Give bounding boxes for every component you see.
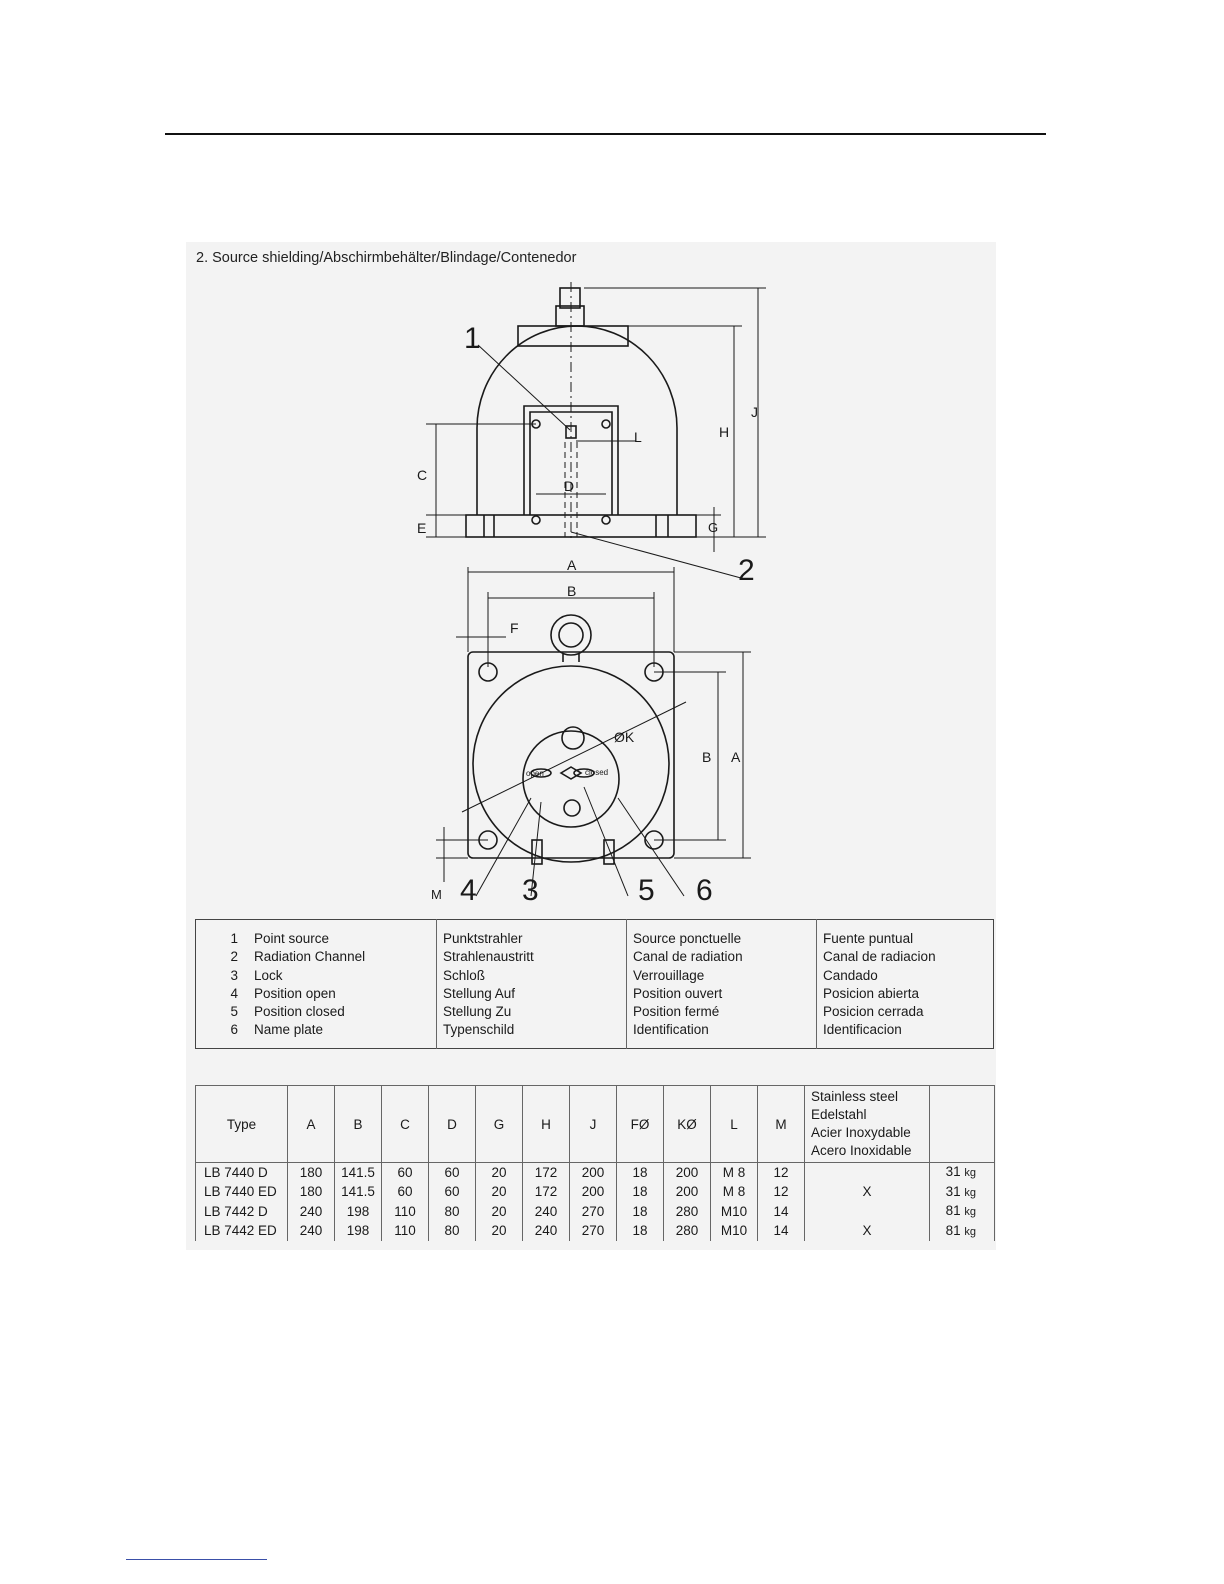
header-m: M — [758, 1086, 805, 1163]
value-cell: 141.5 — [335, 1163, 382, 1183]
legend-item: Posicion cerrada — [823, 1004, 924, 1020]
value-cell: 172 — [523, 1183, 570, 1203]
weight-value: 31 — [945, 1183, 961, 1199]
legend-spanish — [817, 920, 994, 1049]
value-cell: 14 — [758, 1222, 805, 1242]
steel-label-en: Stainless steel — [811, 1089, 899, 1104]
callout-2: 2 — [738, 554, 755, 587]
header-type: Type — [196, 1086, 288, 1163]
value-cell: 12 — [758, 1163, 805, 1183]
technical-drawing — [186, 242, 996, 912]
dim-label-b-top: B — [567, 583, 577, 599]
legend-item: Radiation Channel — [254, 949, 366, 965]
header-l: L — [711, 1086, 758, 1163]
legend-item: Verrouillage — [633, 967, 705, 983]
legend-item: Stellung Zu — [443, 1004, 512, 1020]
legend-item: Fuente puntual — [823, 931, 914, 946]
value-cell: M 8 — [711, 1163, 758, 1183]
type-cell: LB 7440 ED — [196, 1183, 288, 1203]
callout-1: 1 — [464, 322, 481, 355]
dimensions-table — [195, 1085, 995, 1241]
header-g: G — [476, 1086, 523, 1163]
dim-label-g: G — [708, 520, 719, 535]
value-cell: 270 — [570, 1222, 617, 1242]
legend-french — [627, 920, 817, 1049]
value-cell: 141.5 — [335, 1183, 382, 1203]
dim-label-d: D — [564, 478, 575, 494]
value-cell: M10 — [711, 1202, 758, 1222]
dim-label-b-side: B — [702, 749, 712, 765]
legend-item: Source ponctuelle — [633, 931, 742, 946]
weight-value: 31 — [945, 1164, 961, 1179]
top-rule — [165, 133, 1046, 135]
value-cell: 198 — [335, 1222, 382, 1242]
weight-unit: kg — [964, 1206, 976, 1218]
value-cell: 14 — [758, 1202, 805, 1222]
value-cell: 20 — [476, 1163, 523, 1183]
front-dimension-lines — [436, 567, 751, 896]
dim-label-a-top: A — [567, 557, 577, 573]
value-cell: 240 — [523, 1222, 570, 1242]
value-cell: 270 — [570, 1202, 617, 1222]
weight-value: 81 — [945, 1222, 961, 1238]
stainless-steel-cell — [805, 1202, 930, 1222]
value-cell: 80 — [429, 1222, 476, 1242]
header-j: J — [570, 1086, 617, 1163]
value-cell: 18 — [617, 1183, 664, 1203]
steel-label-de: Edelstahl — [811, 1107, 867, 1122]
legend-item: Typenschild — [443, 1022, 515, 1038]
legend-item: Position ouvert — [633, 985, 723, 1001]
legend-german — [437, 920, 627, 1049]
value-cell: 240 — [523, 1202, 570, 1222]
weight-cell — [930, 1163, 995, 1183]
weight-cell — [930, 1222, 995, 1242]
value-cell: 18 — [617, 1202, 664, 1222]
legend-item: Strahlenaustritt — [443, 949, 534, 965]
weight-cell — [930, 1202, 995, 1222]
dim-label-j: J — [751, 404, 758, 420]
footnote-separator — [126, 1559, 267, 1560]
legend-item: Position open — [254, 985, 336, 1001]
value-cell: 110 — [382, 1222, 429, 1242]
legend-number: 6 — [230, 1022, 238, 1038]
dim-label-l: L — [634, 429, 642, 445]
dim-label-f: F — [510, 620, 519, 636]
legend-item: Lock — [254, 967, 283, 983]
value-cell: 20 — [476, 1183, 523, 1203]
value-cell: 200 — [664, 1163, 711, 1183]
dim-label-m: M — [431, 887, 442, 902]
dimensions-body — [196, 1163, 995, 1242]
value-cell: 240 — [288, 1202, 335, 1222]
header-k-diameter: KØ — [664, 1086, 711, 1163]
callout-6: 6 — [696, 874, 713, 907]
table-row — [196, 1183, 995, 1203]
weight-unit: kg — [964, 1186, 976, 1199]
header-stainless-steel — [805, 1086, 930, 1163]
value-cell: 200 — [570, 1183, 617, 1203]
value-cell: 20 — [476, 1202, 523, 1222]
legend-item: Posicion abierta — [823, 985, 920, 1001]
side-view — [466, 282, 696, 542]
legend-item: Candado — [823, 967, 878, 983]
value-cell: M10 — [711, 1222, 758, 1242]
value-cell: 60 — [429, 1163, 476, 1183]
legend-item: Identification — [633, 1022, 709, 1038]
value-cell: 20 — [476, 1222, 523, 1242]
value-cell: 200 — [570, 1163, 617, 1183]
callout-5: 5 — [638, 874, 655, 907]
legend-numbers — [196, 920, 249, 1049]
weight-unit: kg — [964, 1225, 976, 1238]
value-cell: M 8 — [711, 1183, 758, 1203]
weight-value: 81 — [945, 1203, 961, 1218]
header-f-diameter: FØ — [617, 1086, 664, 1163]
value-cell: 280 — [664, 1222, 711, 1242]
value-cell: 80 — [429, 1202, 476, 1222]
value-cell: 18 — [617, 1163, 664, 1183]
value-cell: 60 — [382, 1163, 429, 1183]
header-c: C — [382, 1086, 429, 1163]
value-cell: 240 — [288, 1222, 335, 1242]
callout-3: 3 — [522, 874, 539, 907]
legend-number: 4 — [230, 985, 238, 1001]
dim-label-k: ØK — [614, 729, 635, 745]
legend-item: Schloß — [443, 967, 486, 983]
dim-label-a-side: A — [731, 749, 741, 765]
stainless-steel-cell — [805, 1163, 930, 1183]
section-title: 2. Source shielding/Abschirmbehälter/Blindage/Contenedor — [196, 250, 577, 266]
header-a: A — [288, 1086, 335, 1163]
value-cell: 12 — [758, 1183, 805, 1203]
header-b: B — [335, 1086, 382, 1163]
front-view — [468, 615, 674, 864]
value-cell: 198 — [335, 1202, 382, 1222]
value-cell: 180 — [288, 1163, 335, 1183]
dim-label-e: E — [417, 520, 427, 536]
stainless-steel-cell: X — [805, 1183, 930, 1203]
header-weight — [930, 1086, 995, 1163]
value-cell: 180 — [288, 1183, 335, 1203]
table-row — [196, 1163, 995, 1183]
value-cell: 18 — [617, 1222, 664, 1242]
legend-item: Name plate — [254, 1022, 324, 1038]
value-cell: 60 — [382, 1183, 429, 1203]
scanned-figure — [186, 242, 996, 1250]
value-cell: 60 — [429, 1183, 476, 1203]
dim-label-h: H — [719, 424, 730, 440]
value-cell: 200 — [664, 1183, 711, 1203]
legend-number: 2 — [230, 949, 238, 965]
legend-english — [248, 920, 437, 1049]
legend-item: Canal de radiation — [633, 949, 743, 965]
weight-unit: kg — [964, 1167, 976, 1179]
type-cell: LB 7442 ED — [196, 1222, 288, 1242]
value-cell: 172 — [523, 1163, 570, 1183]
dimensions-header-row — [196, 1086, 995, 1163]
table-row — [196, 1222, 995, 1242]
legend-number: 5 — [230, 1004, 238, 1020]
header-d: D — [429, 1086, 476, 1163]
steel-label-es: Acero Inoxidable — [811, 1143, 912, 1158]
stainless-steel-cell: X — [805, 1222, 930, 1242]
legend-item: Punktstrahler — [443, 931, 523, 946]
dial-closed-label: closed — [585, 768, 609, 777]
legend-item: Stellung Auf — [443, 985, 516, 1001]
type-cell: LB 7440 D — [196, 1163, 288, 1183]
legend-item: Position fermé — [633, 1004, 720, 1020]
steel-label-fr: Acier Inoxydable — [811, 1125, 911, 1140]
callout-4: 4 — [460, 874, 477, 907]
header-h: H — [523, 1086, 570, 1163]
legend-number: 3 — [230, 967, 238, 983]
dial-open-label: open — [526, 769, 544, 778]
value-cell: 110 — [382, 1202, 429, 1222]
legend-item: Point source — [254, 931, 330, 946]
weight-cell — [930, 1183, 995, 1203]
legend-item: Canal de radiacion — [823, 949, 936, 965]
legend-table — [195, 919, 994, 1049]
legend-number: 1 — [230, 931, 238, 946]
legend-item: Position closed — [254, 1004, 345, 1020]
value-cell: 280 — [664, 1202, 711, 1222]
dim-label-c: C — [417, 467, 428, 483]
table-row — [196, 1202, 995, 1222]
type-cell: LB 7442 D — [196, 1202, 288, 1222]
legend-item: Identificacion — [823, 1022, 902, 1038]
